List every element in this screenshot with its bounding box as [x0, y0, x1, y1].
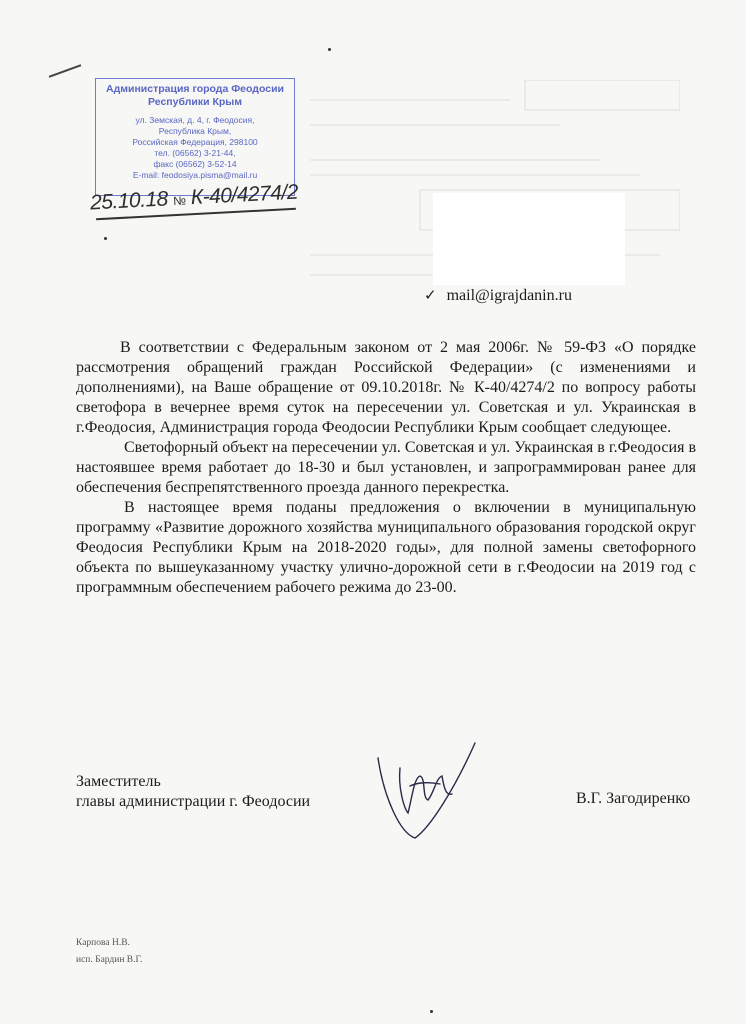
handwritten-signature	[370, 738, 480, 848]
number-sign: №	[172, 193, 186, 209]
executor-line1: Карпова Н.В.	[76, 938, 130, 948]
registration-date: 25.10.18	[89, 187, 169, 215]
signatory-name: В.Г. Загодиренко	[576, 790, 691, 807]
stamp-address-line: тел. (06562) 3-21-44,	[154, 148, 236, 158]
scan-dot	[430, 1010, 433, 1013]
stamp-address-line: Российская Федерация, 298100	[132, 137, 258, 147]
stamp-address-line: E-mail: feodosiya.pisma@mail.ru	[132, 170, 258, 180]
scan-dot	[328, 48, 331, 51]
executor-info	[76, 935, 142, 969]
scan-dot	[104, 237, 107, 240]
recipient-email-line	[424, 286, 572, 305]
letter-paragraph: В настоящее время поданы предложения о включении в муниципальную программу «Развитие дорожного хозяйства муниципального образования городской округ Феодосия Республики Крым на 2018-2020 годы», для полной замены светофорного объекта по вышеуказанному участку улично-дорожной сети в г.Феодосии на 2019 год с программным обеспечением рабочего режима до 23-00.	[76, 499, 696, 596]
signatory-position	[76, 772, 310, 812]
letter-paragraph: Светофорный объект на пересечении ул. Советская и ул. Украинская в г.Феодосия в настоявшее время работает до 18-30 и был установлен, и запрограммирован ранее для обеспечения беспрепятственного проезда данного перекрестка.	[76, 439, 696, 496]
administration-stamp	[95, 78, 295, 196]
check-icon: ✓	[424, 286, 437, 304]
recipient-email: mail@igrajdanin.ru	[446, 287, 572, 304]
stamp-address-line: ул. Земская, д. 4, г. Феодосия,	[135, 115, 255, 125]
scan-mark	[49, 64, 82, 78]
registration-code: К-40/4274/2	[190, 180, 299, 210]
executor-line2: исп. Бардин В.Г.	[76, 955, 143, 965]
redacted-recipient-block	[433, 193, 625, 285]
stamp-title-line1: Администрация города Феодосии	[106, 83, 284, 95]
letter-body	[76, 338, 696, 598]
stamp-address-line: факс (06562) 3-52-14	[153, 159, 237, 169]
letter-paragraph: В соответствии с Федеральным законом от 2 мая 2006г. № 59-ФЗ «О порядке рассмотрения обращений граждан Российской Федерации» (с изменениями и дополнениями), на Ваше обращение от 09.10.2018г. № К-40/4274/2 по вопросу работы светофора в вечернее время суток на пересечении ул. Советская и ул. Украинская в г.Феодосия, Администрация города Феодосии Республики Крым сообщает следующее.	[76, 339, 696, 436]
signatory-position-line1: Заместитель	[76, 773, 161, 790]
stamp-title-line2: Республики Крым	[148, 96, 242, 108]
stamp-address-line: Республика Крым,	[158, 126, 232, 136]
signatory-position-line2: главы администрации г. Феодосии	[76, 793, 311, 810]
